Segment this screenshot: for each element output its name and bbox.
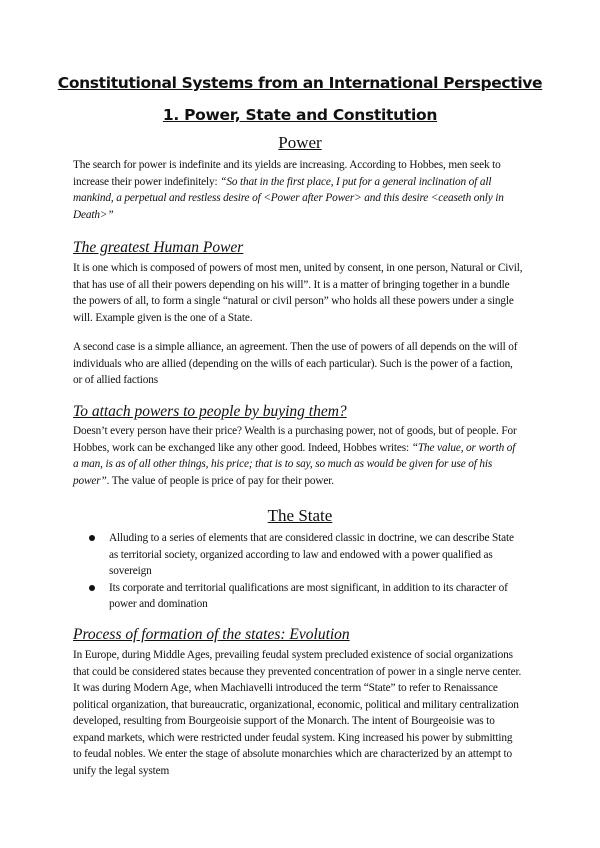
hobbes-quote-value: “The value, or worth of a man, is as of all other things, his price; that is to say, so much as would be given for use of his power” xyxy=(73,441,516,487)
paragraph-greatest-power-2: A second case is a simple alliance, an agreement. Then the use of powers of all depends on the will of individuals who are allied (depending on the wills of each particular). Such is the power of a faction, or of allied factions xyxy=(73,341,518,386)
section-heading-process: Process of formation of the states: Evolution xyxy=(73,626,350,643)
bullet-icon xyxy=(89,585,95,591)
list-item xyxy=(73,530,523,580)
section-heading-state: The State xyxy=(267,506,333,525)
paragraph-power-text: The search for power is indefinite and its yields are increasing. According to Hobbes, men seek to increase their power indefinitely: xyxy=(73,159,501,188)
bullet-icon xyxy=(89,535,95,541)
list-item-text: Its corporate and territorial qualifications are most significant, in addition to its character of power and domination xyxy=(109,581,508,610)
section-heading-power: Power xyxy=(278,133,322,152)
state-bullet-list xyxy=(73,530,523,613)
section-heading-attach-powers: To attach powers to people by buying them? xyxy=(73,403,347,420)
hobbes-quote-power: “So that in the first place, I put for a general inclination of all mankind, a perpetual and restless desire of <Power after Power> and this desire <ceaseth only in Death>” xyxy=(73,175,504,221)
paragraph-power xyxy=(73,157,523,223)
list-item-text: Alluding to a series of elements that are considered classic in doctrine, we can describe State as territorial society, organized according to law and endowed with a power qualified as sovereign xyxy=(109,532,514,577)
paragraph-attach-text: Doesn’t every person have their price? Wealth is a purchasing power, not of goods, but of people. For Hobbes, work can be exchanged like any other good. Indeed, Hobbes writes: xyxy=(73,425,517,454)
paragraph-attach-tail: . The value of people is price of pay for their power. xyxy=(106,474,334,487)
list-item xyxy=(73,580,523,613)
document-title: Constitutional Systems from an International Perspective xyxy=(57,74,543,92)
chapter-title: 1. Power, State and Constitution xyxy=(162,106,438,124)
section-heading-greatest-power: The greatest Human Power xyxy=(73,239,244,256)
paragraph-greatest-power-1: It is one which is composed of powers of most men, united by consent, in one person, Natural or Civil, that has use of all their powers depending on his will”. It is a matter of bringing together in a bundle the powers of all, to form a single “natural or civil person” who holds all these powers under a single will. Example given is the one of a State. xyxy=(73,262,523,324)
paragraph-attach-powers xyxy=(73,423,523,489)
paragraph-process: In Europe, during Middle Ages, prevailing feudal system precluded existence of social organizations that could be considered states because they prevented concentration of power in a single nerve center. It was during Modern Age, when Machiavelli introduced the term “State” to refer to Renaissance political organization, that bureaucratic, organizational, economic, political and military centralization developed, resulting from Bourgeoisie support of the Monarch. The intent of Bourgeoisie was to expand markets, which were restricted under feudal system. King increased his power by submitting to feudal nobles. We enter the stage of absolute monarchies which are characterized by an attempt to unify the legal system xyxy=(73,649,522,777)
